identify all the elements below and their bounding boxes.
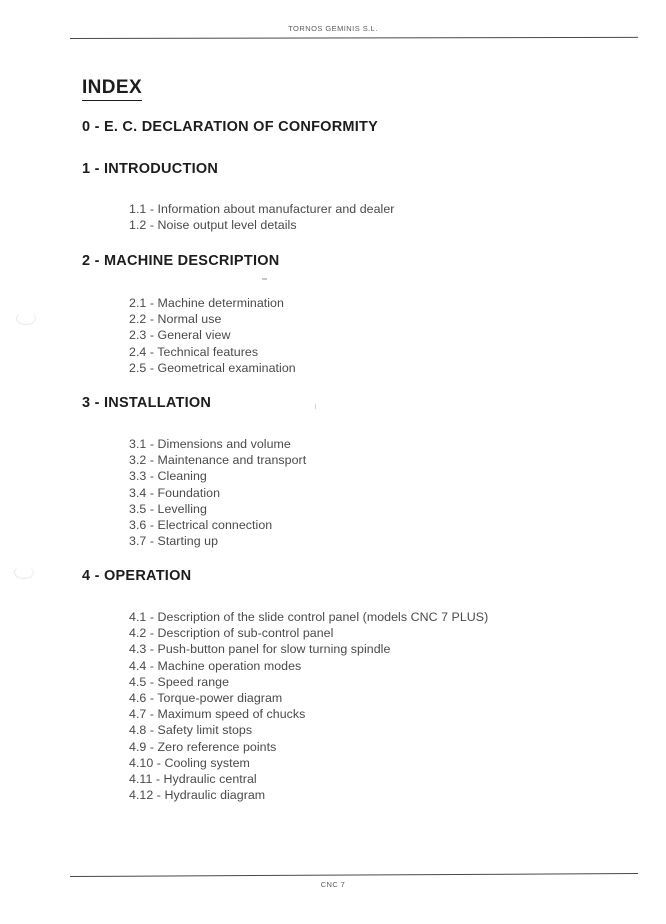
toc-subitem[interactable]: 2.3 - General view — [129, 328, 231, 343]
toc-section-heading[interactable]: 4 - OPERATION — [82, 568, 192, 584]
toc-subitem-list — [129, 201, 394, 233]
toc-subitem[interactable]: 2.2 - Normal use — [129, 312, 222, 327]
header-company-name: TORNOS GEMINIS S.L. — [288, 24, 378, 33]
toc-subitem[interactable]: 4.9 - Zero reference points — [129, 739, 277, 754]
toc-subitem[interactable]: 4.8 - Safety limit stops — [129, 723, 253, 738]
toc-subitem[interactable]: 3.6 - Electrical connection — [129, 518, 273, 533]
toc-subitem[interactable]: 3.7 - Starting up — [129, 534, 219, 549]
toc-section-heading[interactable]: 1 - INTRODUCTION — [82, 161, 219, 177]
header-divider — [70, 37, 638, 39]
toc-subitem[interactable]: 3.3 - Cleaning — [129, 469, 207, 484]
toc-subitem[interactable]: 4.2 - Description of sub-control panel — [129, 626, 334, 641]
toc-subitem[interactable]: 4.12 - Hydraulic diagram — [129, 788, 266, 803]
toc-subitem-list — [129, 295, 296, 376]
page-title: INDEX — [82, 78, 142, 101]
toc-subitem[interactable]: 4.7 - Maximum speed of chucks — [129, 707, 306, 722]
toc-subitem-list — [129, 609, 488, 803]
toc-subitem[interactable]: 3.1 - Dimensions and volume — [129, 437, 291, 451]
toc-subitem[interactable]: 4.5 - Speed range — [129, 674, 230, 689]
toc-subitem[interactable]: 4.4 - Machine operation modes — [129, 658, 302, 673]
toc-subitem[interactable]: 4.11 - Hydraulic central — [129, 772, 257, 787]
scan-artifact-speck — [262, 278, 267, 280]
toc-subitem[interactable]: 4.6 - Torque-power diagram — [129, 691, 283, 706]
toc-subitem-list — [129, 436, 306, 549]
scan-artifact-speck — [315, 404, 316, 409]
toc-section-heading[interactable]: 3 - INSTALLATION — [82, 395, 212, 411]
scan-artifact-margin-mark — [16, 312, 36, 325]
page-footer — [0, 864, 666, 924]
page-header — [0, 0, 666, 46]
toc-subitem[interactable]: 4.3 - Push-button panel for slow turning spindle — [129, 642, 391, 657]
toc-subitem[interactable]: 4.10 - Cooling system — [129, 755, 250, 770]
toc-section-heading[interactable]: 2 - MACHINE DESCRIPTION — [82, 253, 280, 269]
toc-subitem[interactable]: 2.1 - Machine determination — [129, 296, 284, 310]
toc-subitem[interactable]: 2.4 - Technical features — [129, 344, 259, 359]
toc-subitem[interactable]: 4.1 - Description of the slide control panel (models CNC 7 PLUS) — [129, 610, 489, 624]
toc-section-heading[interactable]: 0 - E. C. DECLARATION OF CONFORMITY — [82, 119, 379, 135]
toc-subitem[interactable]: 3.2 - Maintenance and transport — [129, 453, 307, 468]
toc-subitem[interactable]: 1.2 - Noise output level details — [129, 218, 297, 233]
toc-subitem[interactable]: 3.4 - Foundation — [129, 485, 221, 500]
footer-divider — [70, 873, 638, 877]
toc-subitem[interactable]: 2.5 - Geometrical examination — [129, 360, 296, 375]
toc-subitem[interactable]: 1.1 - Information about manufacturer and dealer — [129, 202, 395, 216]
scan-artifact-margin-mark — [14, 566, 34, 579]
footer-page-label: CNC 7 — [320, 880, 346, 889]
toc-subitem[interactable]: 3.5 - Levelling — [129, 501, 207, 516]
